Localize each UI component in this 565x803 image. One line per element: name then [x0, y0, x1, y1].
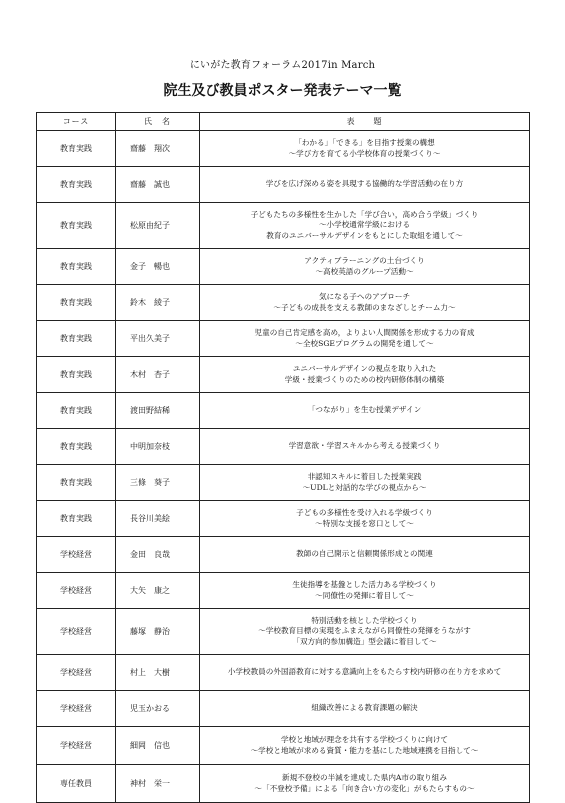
name-cell: 中明加奈枝: [116, 429, 200, 465]
table-row: [37, 285, 530, 321]
name-cell: 松原由紀子: [116, 203, 200, 249]
poster-title-line: 小学校教員の外国語教育に対する意識向上をもたらす校内研修の在り方を求めて: [227, 667, 502, 677]
table-row: [37, 321, 530, 357]
table-row: [37, 691, 530, 727]
poster-title-line: ～特別な支援を窓口として～: [315, 518, 414, 528]
poster-title-line: 組織改善による教育課題の解決: [311, 703, 418, 713]
poster-title-line: ～「不登校予備」による「向き合い方の変化」がもたらすもの～: [254, 783, 475, 793]
course-cell: 教育実践: [37, 429, 116, 465]
table-row: [37, 501, 530, 537]
table-header-row: [37, 113, 530, 131]
table-row: [37, 357, 530, 393]
name-cell: 平出久美子: [116, 321, 200, 357]
course-cell: 教育実践: [37, 465, 116, 501]
poster-title-line: 学校と地域が理念を共有する学校づくりに向けて: [280, 735, 449, 744]
poster-title-line: 子どもの多様性を受け入れる学級づくり: [296, 508, 433, 517]
poster-title-line: ～学校教育目標の実現をふまえながら同僚性の発揮をうながす: [258, 626, 471, 636]
course-cell: 教育実践: [37, 501, 116, 537]
poster-title-line: 非認知スキルに着目した授業実践: [307, 472, 422, 481]
course-cell: 専任教員: [37, 765, 116, 803]
table-row: [37, 727, 530, 765]
poster-title-cell: [200, 765, 530, 803]
name-cell: 児玉かおる: [116, 691, 200, 727]
name-cell: 金田 良哉: [116, 537, 200, 573]
poster-title-cell: [200, 609, 530, 655]
poster-title-line: ～UDLと対話的な学びの視点から～: [302, 482, 427, 492]
table-row: [37, 203, 530, 249]
course-cell: 教育実践: [37, 285, 116, 321]
course-cell: 教育実践: [37, 393, 116, 429]
course-cell: 教育実践: [37, 131, 116, 167]
course-cell: 教育実践: [37, 203, 116, 249]
course-cell: 学校経営: [37, 691, 116, 727]
poster-title-line: 学習意欲・学習スキルから考える授業づくり: [288, 441, 441, 451]
poster-title-cell: [200, 131, 530, 167]
poster-title-line: 特別活動を核とした学校づくり: [311, 615, 418, 625]
table-row: [37, 573, 530, 609]
column-header-name: 氏 名: [116, 113, 200, 131]
poster-title-cell: [200, 573, 530, 609]
course-cell: 学校経営: [37, 537, 116, 573]
poster-title-line: 子どもたちの多様性を生かした「学び合い，高め合う学級」づくり: [250, 209, 479, 219]
name-cell: 木村 杏子: [116, 357, 200, 393]
poster-title-cell: [200, 537, 530, 573]
poster-title-line: ～同僚性の発揮に着目して～: [315, 590, 414, 600]
poster-title-cell: [200, 727, 530, 765]
poster-title-line: ～高校英語のグループ活動～: [315, 266, 414, 276]
table-body: [37, 131, 530, 803]
column-header-title: 表 題: [200, 113, 530, 131]
poster-title-line: 「双方向的参加構造」型会議に着目して～: [292, 636, 437, 646]
poster-title-line: 「わかる」「できる」を目指す授業の構想: [294, 138, 435, 147]
course-cell: 教育実践: [37, 321, 116, 357]
poster-title-cell: [200, 321, 530, 357]
poster-title-line: ～全校SGEプログラムの開発を通して～: [295, 338, 434, 348]
poster-title-line: 学級・授業づくりのための校内研修体制の構築: [284, 374, 445, 384]
poster-title-line: ユニバーサルデザインの視点を取り入れた: [292, 364, 437, 373]
name-cell: 齋藤 誠也: [116, 167, 200, 203]
poster-title-line: 生徒指導を基盤とした活力ある学校づくり: [292, 580, 437, 589]
table-row: [37, 765, 530, 803]
poster-title-line: ～学び方を育てる小学校体育の授業づくり～: [288, 148, 441, 158]
name-cell: 藤塚 静治: [116, 609, 200, 655]
poster-title-cell: [200, 691, 530, 727]
poster-title-line: 教育のユニバーサルデザインをもとにした取組を通して～: [266, 230, 463, 240]
name-cell: 齋藤 翔次: [116, 131, 200, 167]
course-cell: 教育実践: [37, 249, 116, 285]
forum-subtitle: にいがた教育フォーラム2017in March: [189, 60, 376, 71]
poster-title-line: ～子どもの成長を支える教師のまなざしとチーム力～: [273, 302, 456, 312]
name-cell: 三條 葵子: [116, 465, 200, 501]
poster-theme-table: [36, 112, 530, 803]
table-row: [37, 393, 530, 429]
table-row: [37, 465, 530, 501]
table-row: [37, 429, 530, 465]
table-row: [37, 655, 530, 691]
poster-title-line: アクティブラーニングの土台づくり: [304, 256, 425, 265]
poster-title-line: 児童の自己肯定感を高め，よりよい人間関係を形成する力の育成: [254, 328, 475, 337]
poster-title-line: ～学校と地域が求める資質・能力を基にした地域連携を目指して～: [250, 745, 479, 755]
course-cell: 学校経営: [37, 609, 116, 655]
poster-title-cell: [200, 357, 530, 393]
name-cell: 金子 暢也: [116, 249, 200, 285]
name-cell: 神村 栄一: [116, 765, 200, 803]
name-cell: 渡田野結稀: [116, 393, 200, 429]
table-row: [37, 537, 530, 573]
name-cell: 細岡 信也: [116, 727, 200, 765]
poster-title-line: 「つながり」を生む授業デザイン: [307, 405, 422, 415]
poster-title-cell: [200, 501, 530, 537]
table-row: [37, 609, 530, 655]
poster-title-cell: [200, 285, 530, 321]
course-cell: 教育実践: [37, 357, 116, 393]
page-title: 院生及び教員ポスター発表テーマ一覧: [163, 83, 402, 99]
table-row: [37, 249, 530, 285]
table-row: [37, 167, 530, 203]
table-row: [37, 131, 530, 167]
poster-title-cell: [200, 465, 530, 501]
name-cell: 大矢 康之: [116, 573, 200, 609]
course-cell: 学校経営: [37, 573, 116, 609]
poster-title-line: 教師の自己開示と信頼関係形成との関連: [296, 549, 433, 559]
course-cell: 教育実践: [37, 167, 116, 203]
column-header-course: コース: [37, 113, 116, 131]
name-cell: 長谷川美絵: [116, 501, 200, 537]
poster-title-cell: [200, 655, 530, 691]
poster-title-line: 新規不登校の半減を達成した県内A市の取り組み: [282, 773, 447, 782]
course-cell: 学校経営: [37, 655, 116, 691]
name-cell: 村上 大樹: [116, 655, 200, 691]
poster-title-line: 気になる子へのアプローチ: [318, 292, 411, 301]
poster-title-line: 学びを広げ深める姿を具現する協働的な学習活動の在り方: [265, 179, 464, 189]
poster-title-line: ～小学校通常学級における: [318, 220, 411, 230]
poster-title-cell: [200, 249, 530, 285]
poster-title-cell: [200, 203, 530, 249]
course-cell: 学校経営: [37, 727, 116, 765]
poster-title-cell: [200, 167, 530, 203]
name-cell: 鈴木 綾子: [116, 285, 200, 321]
poster-title-cell: [200, 429, 530, 465]
poster-title-cell: [200, 393, 530, 429]
